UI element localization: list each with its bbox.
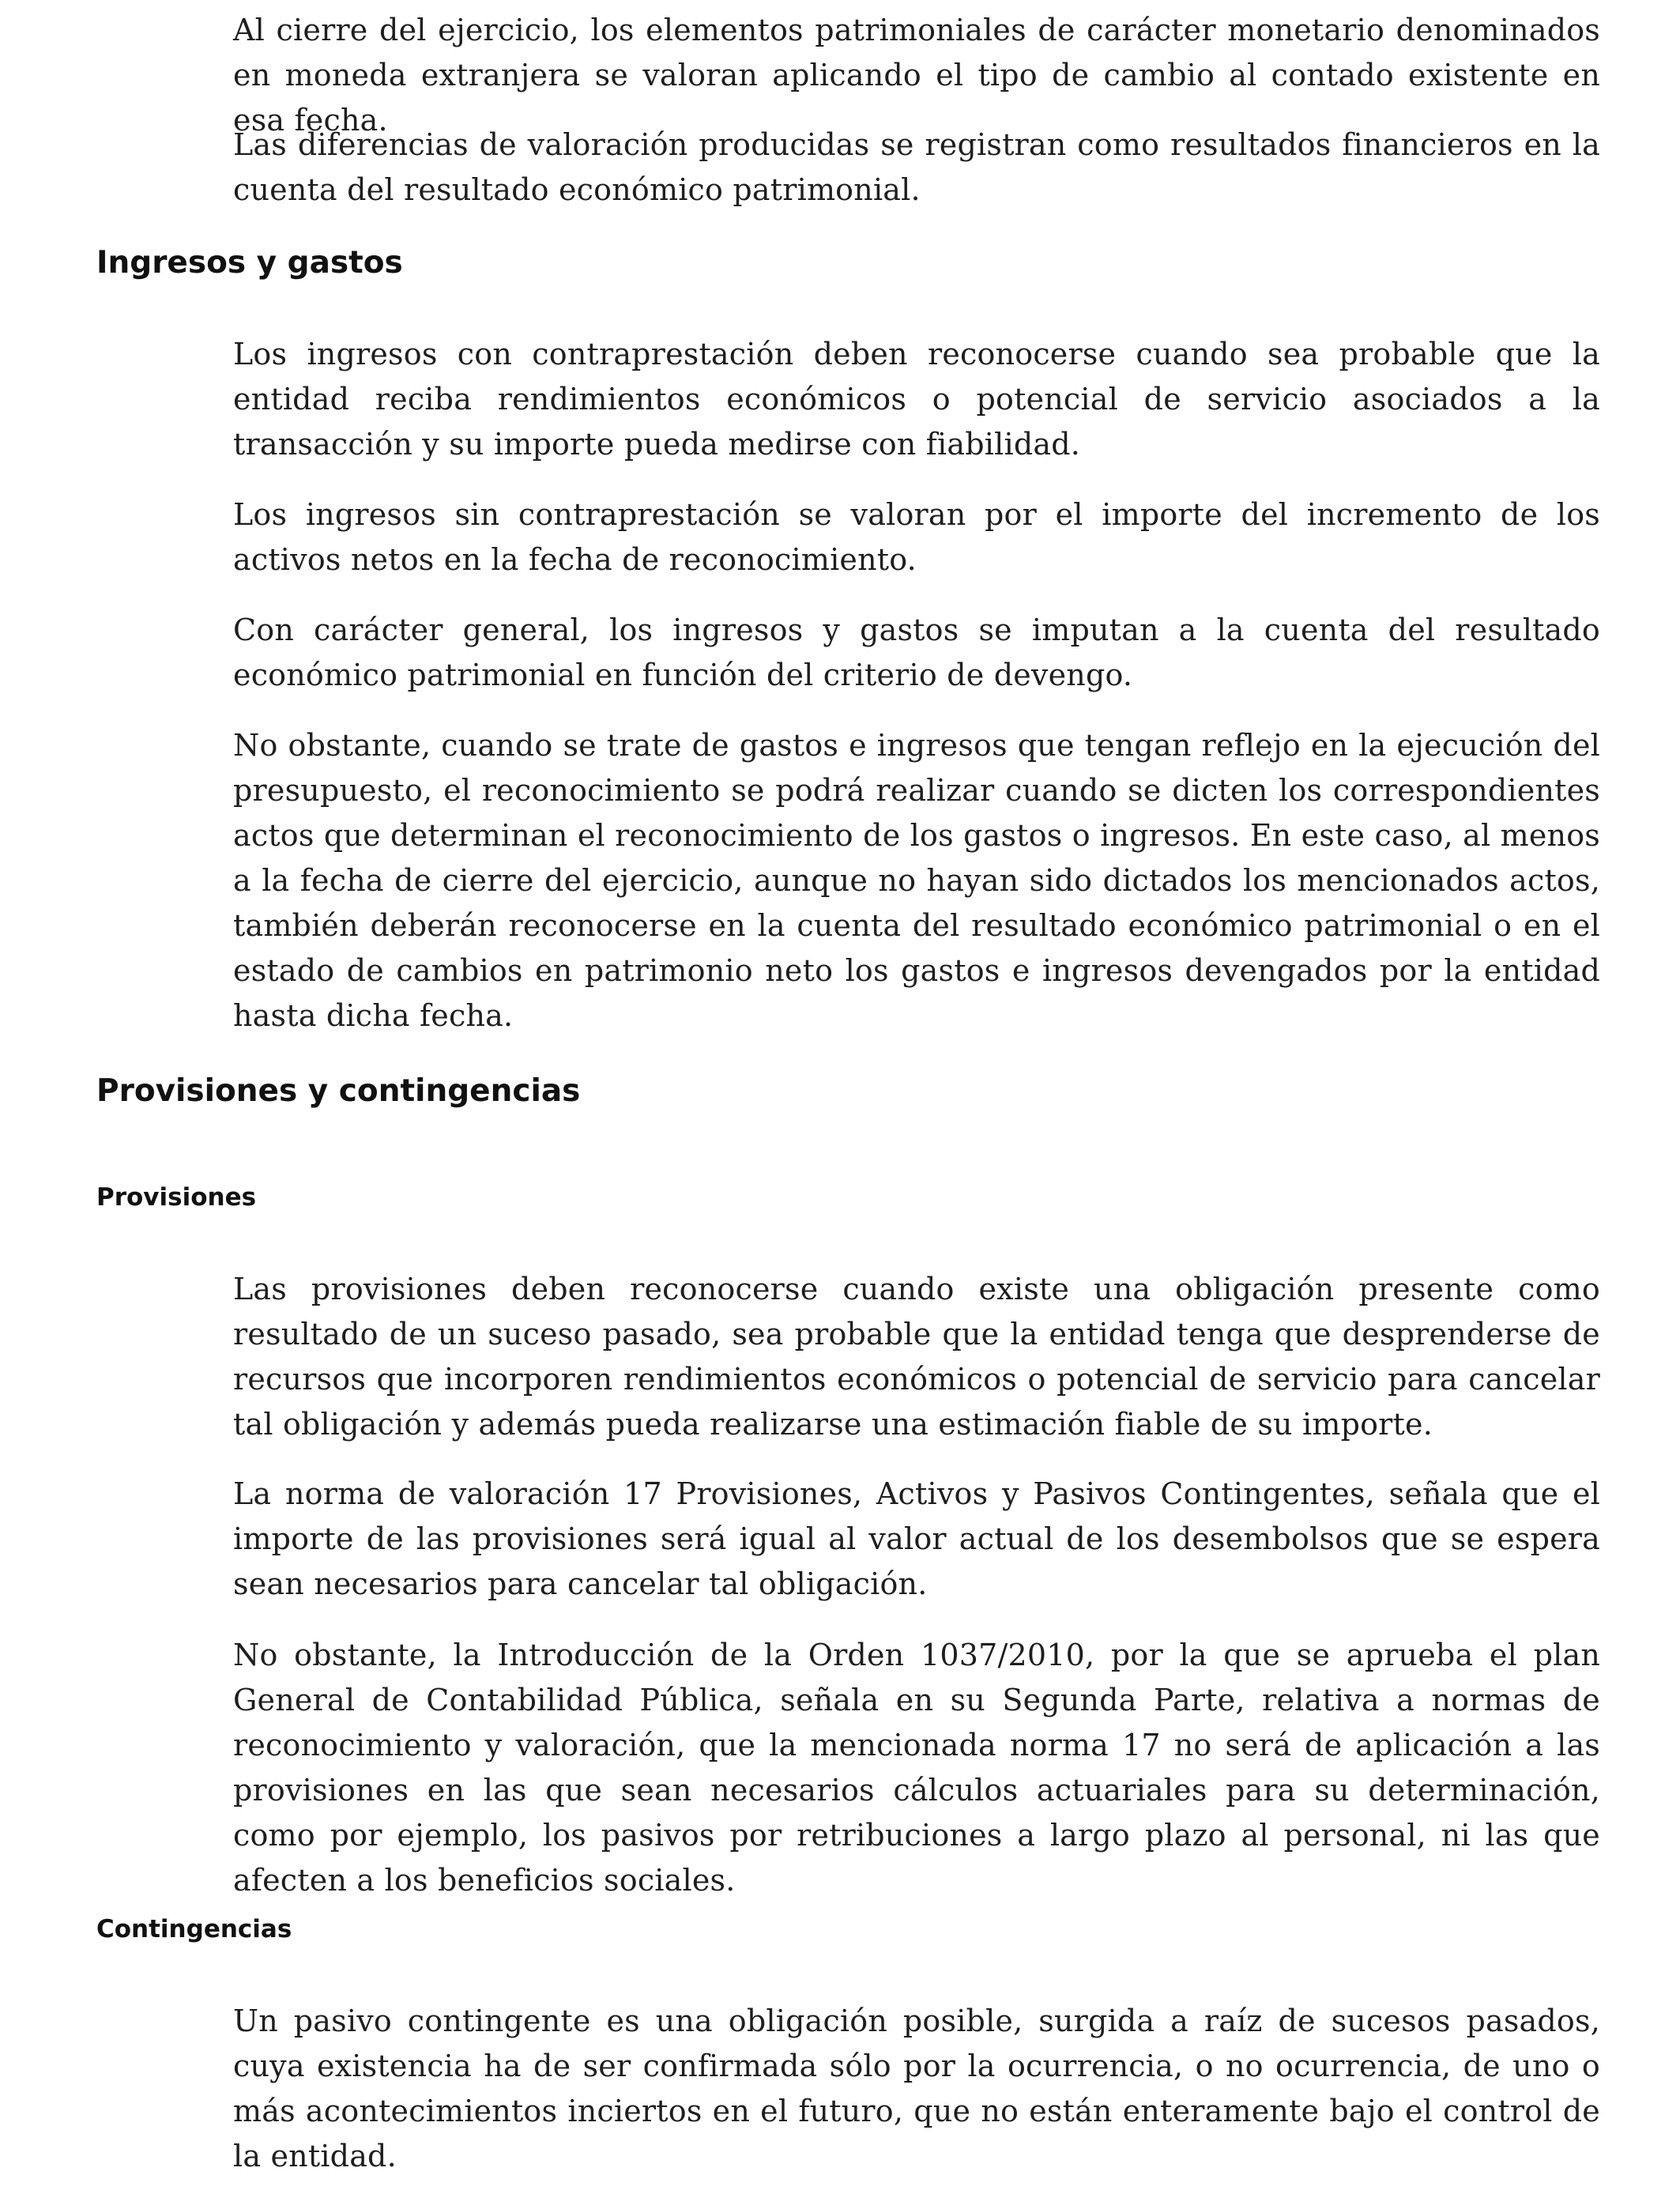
paragraph-criterio-devengo: Con carácter general, los ingresos y gastos se imputan a la cuenta del resultado económico patrimonial en función del criterio de devengo. <box>233 613 1600 692</box>
heading-provisiones-contingencias: Provisiones y contingencias <box>96 1073 581 1109</box>
heading-contingencias: Contingencias <box>96 1915 292 1943</box>
paragraph-reconocimiento-provisiones: Las provisiones deben reconocerse cuando existe una obligación presente como resultado de un suceso pasado, sea probable que la entidad tenga que desprenderse de recursos que incorporen rendimientos económicos o potencial de servicio para cancelar tal obligación y además pueda realizarse una estimación fiable de su importe. <box>233 1272 1600 1442</box>
paragraph-ingresos-con-contraprestacion: Los ingresos con contraprestación deben reconocerse cuando sea probable que la entidad reciba rendimientos económicos o potencial de servicio asociados a la transacción y su importe pueda medirse con fiabilidad. <box>233 337 1600 462</box>
paragraph-norma-valoracion-17: La norma de valoración 17 Provisiones, Activos y Pasivos Contingentes, señala que el importe de las provisiones será igual al valor actual de los desembolsos que se espera sean necesarios para cancelar tal obligación. <box>233 1476 1600 1601</box>
paragraph-ejecucion-presupuesto: No obstante, cuando se trate de gastos e ingresos que tengan reflejo en la ejecución del presupuesto, el reconocimiento se podrá realizar cuando se dicten los correspondientes actos que determinan el reconocimiento de los gastos o ingresos. En este caso, al menos a la fecha de cierre del ejercicio, aunque no hayan sido dictados los mencionados actos, también deberán reconocerse en la cuenta del resultado económico patrimonial o en el estado de cambios en patrimonio neto los gastos e ingresos devengados por la entidad hasta dicha fecha. <box>233 728 1600 1033</box>
paragraph-pasivo-contingente: Un pasivo contingente es una obligación posible, surgida a raíz de sucesos pasados, cuya existencia ha de ser confirmada sólo por la ocurrencia, o no ocurrencia, de uno o más acontecimientos inciertos en el futuro, que no están enteramente bajo el control de la entidad. <box>233 2004 1600 2173</box>
paragraph-orden-1037-2010: No obstante, la Introducción de la Orden 1037/2010, por la que se aprueba el plan General de Contabilidad Pública, señala en su Segunda Parte, relativa a normas de reconocimiento y valoración, que la mencionada norma 17 no será de aplicación a las provisiones en las que sean necesarios cálculos actuariales para su determinación, como por ejemplo, los pasivos por retribuciones a largo plazo al personal, ni las que afecten a los beneficios sociales. <box>233 1638 1600 1898</box>
paragraph-moneda-extranjera-cierre: Al cierre del ejercicio, los elementos patrimoniales de carácter monetario denominados en moneda extranjera se valoran aplicando el tipo de cambio al contado existente en esa fecha. <box>233 13 1600 138</box>
paragraph-ingresos-sin-contraprestacion: Los ingresos sin contraprestación se valoran por el importe del incremento de los activos netos en la fecha de reconocimiento. <box>233 497 1600 577</box>
paragraph-diferencias-valoracion: Las diferencias de valoración producidas se registran como resultados financieros en la cuenta del resultado económico patrimonial. <box>233 127 1600 207</box>
heading-provisiones: Provisiones <box>96 1183 257 1212</box>
heading-ingresos-gastos: Ingresos y gastos <box>96 245 403 281</box>
